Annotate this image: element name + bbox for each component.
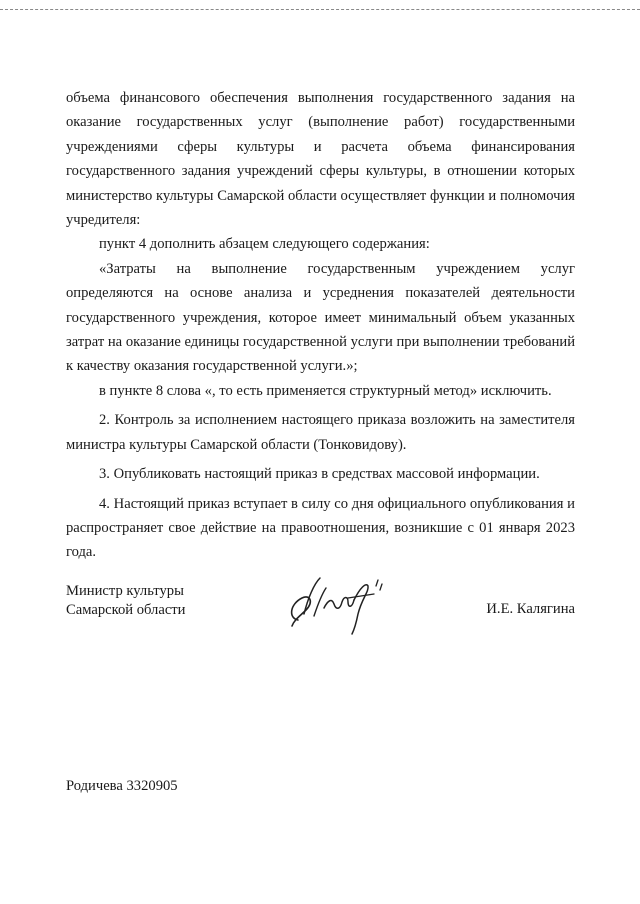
top-dashed-border: [0, 9, 640, 10]
paragraph-item-3: 3. Опубликовать настоящий приказ в средствах массовой информации.: [99, 466, 540, 483]
signature-block: [66, 582, 575, 642]
executor-contact: Родичева 3320905: [66, 778, 178, 794]
position-line-1: Министр культуры: [66, 583, 184, 599]
paragraph-item-4: 4. Настоящий приказ вступает в силу со дня официального опубликования и распространяет свое действие на правоотношения, возникшие с 01 января 2023 года.: [66, 495, 575, 561]
signatory-position: [66, 582, 186, 619]
paragraph-point4: пункт 4 дополнить абзацем следующего содержания:: [99, 236, 430, 253]
paragraph-item-2: 2. Контроль за исполнением настоящего приказа возложить на заместителя министра культуры Самарской области (Тонковидову).: [66, 412, 575, 453]
signatory-name: И.Е. Калягина: [486, 601, 575, 617]
document-body: [66, 86, 575, 565]
paragraph-intro-continuation: объема финансового обеспечения выполнения государственного задания на оказание государственных услуг (выполнение работ) государственными учреждениями сферы культуры и расчета объема финансирования государственного задания учреждений сферы культуры, в отношении которых министерство культуры Самарской области осуществляет функции и полномочия учредителя:: [66, 90, 575, 229]
handwritten-signature: [284, 568, 384, 638]
paragraph-point8: в пункте 8 слова «, то есть применяется структурный метод» исключить.: [99, 382, 552, 399]
position-line-2: Самарской области: [66, 601, 186, 618]
paragraph-quote: «Затраты на выполнение государственным учреждением услуг определяются на основе анализа и усреднения показателей деятельности государственного учреждения, которое имеет минимальный объем указанных затрат на оказание единицы государственной услуги при выполнении требований к качеству оказания государственной услуги.»;: [66, 260, 575, 375]
